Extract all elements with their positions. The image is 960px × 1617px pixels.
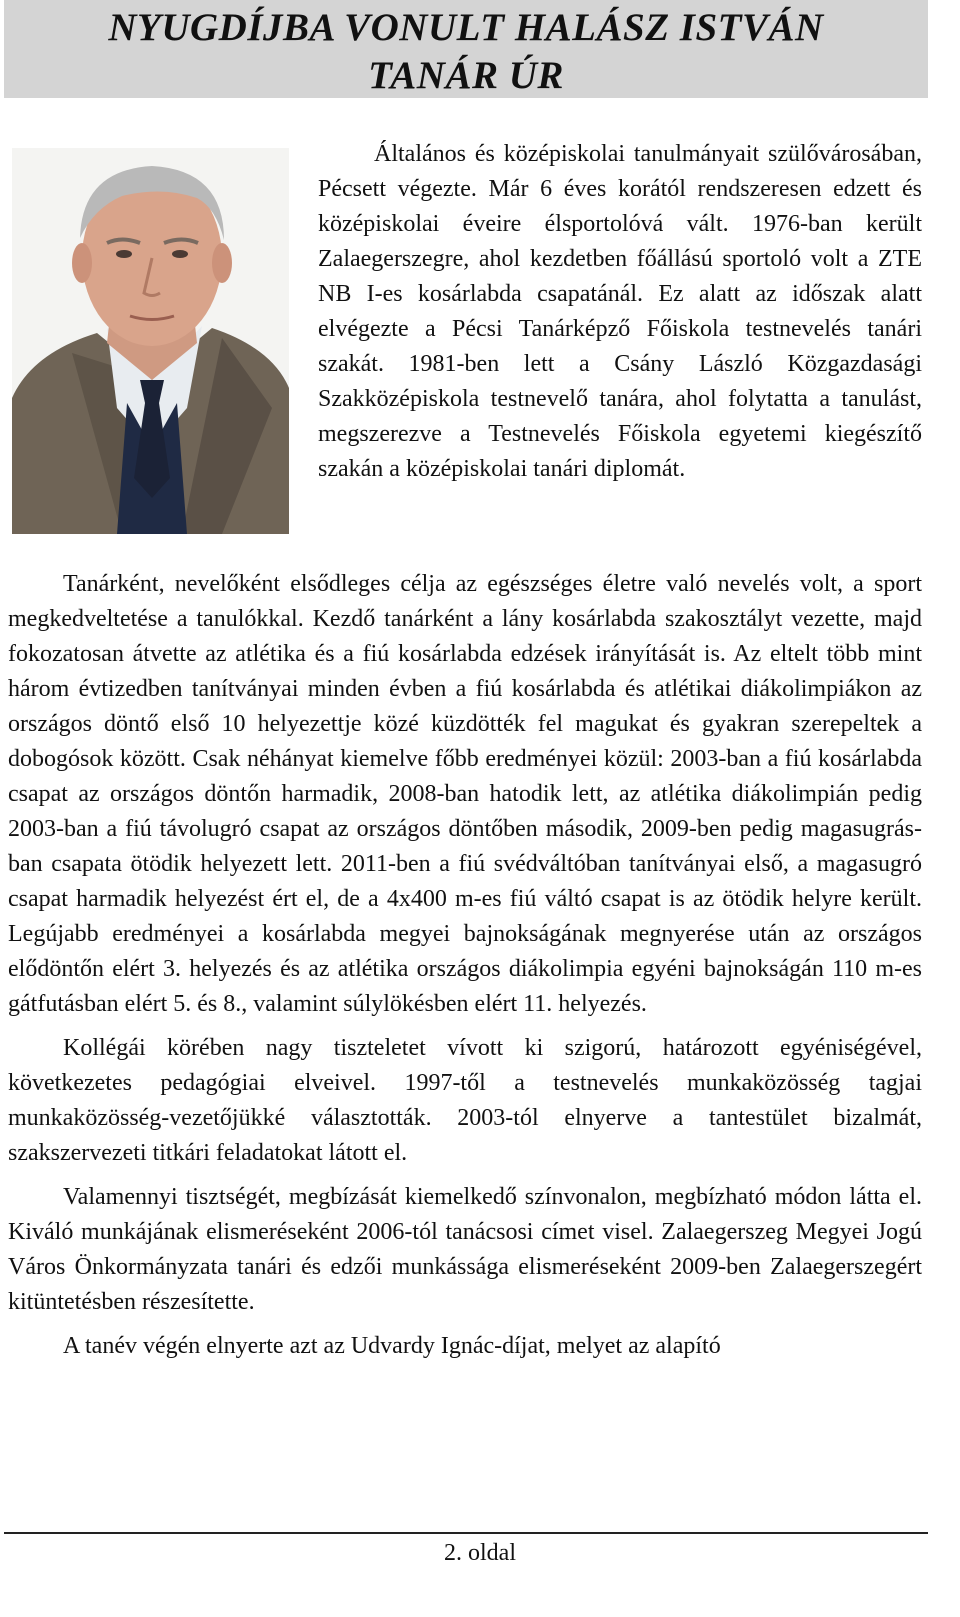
portrait-photo [12, 148, 289, 534]
body-paragraph: Kollégái körében nagy tiszteletet vívott ki szigorú, határozott egyéniségével, következetes pedagógiai elveivel. 1997-től a testnevelés munkaközösség tagjai munkaközösség-vezetőjükké választották. 2003-tól elnyerve a tantestület bizalmát, szakszervezeti titkári feladatokat látott el. [8, 1035, 922, 1166]
article-body [8, 567, 922, 1373]
footer-divider [4, 1532, 928, 1534]
body-paragraph: A tanév végén elnyerte azt az Udvardy Ignác-díjat, melyet az alapító [63, 1333, 721, 1359]
page-title-line-2: TANÁR ÚR [368, 54, 564, 97]
intro-paragraph: Általános és középiskolai tanulmányait szülővárosában, Pécsett végezte. Már 6 éves korától rendszeresen edzett és középiskolai éveire élsportolóvá vált. 1976-ban került Zalaegerszegre, ahol kezdetben főállású sportoló volt a ZTE NB I-es kosárlabda csapatánál. Ez alatt az időszak alatt elvégezte a Pécsi Tanárképző Főiskola testnevelés tanári szakát. 1981-ben lett a Csány László Közgazdasági Szakközépiskola testnevelő tanára, ahol folytatta a tanulást, megszerezve a Testnevelés Főiskola egyetemi kiegészítő szakán a középiskolai tanári diplomát. [318, 141, 922, 482]
page-title-line-1: NYUGDÍJBA VONULT HALÁSZ ISTVÁN [108, 6, 824, 49]
intro-text [318, 137, 922, 487]
body-paragraph: Tanárként, nevelőként elsődleges célja az egészséges életre való nevelés volt, a sport megkedveltetése a tanulókkal. Kezdő tanárként a lány kosárlabda szakosztályt vezette, majd fokozatosan átvette az atlétika és a fiú kosárlabda edzések irányítását is. Az eltelt több mint három évtizedben tanítványai minden évben a fiú kosárlabda és atlétikai diákolimpiákon az országos döntő első 10 helyezettje közé küzdötték fel magukat és gyakran szerepeltek a dobogósok között. Csak néhányat kiemelve főbb eredményei közül: 2003-ban a fiú kosárlabda csapat az országos döntőn harmadik, 2008-ban hatodik lett, az atlétika diákolimpián pedig 2003-ban a fiú távolugró csapat az országos döntőben második, 2009-ben pedig magasugrásban csapata ötödik helyezett lett. 2011-ben a fiú svédváltóban tanítványai első, a magasugró csapat harmadik helyezést ért el, de a 4x400 m-es fiú váltó csapat is az ötödik helyre került. Legújabb eredményei a kosárlabda megyei bajnokságának megnyerése után az országos elődöntőn elért 3. helyezés és az atlétika országos diákolimpia egyéni bajnokságán 110 m-es gátfutásban elért 5. és 8., valamint súlylökésben elért 11. helyezés. [8, 571, 922, 1017]
page-number: 2. oldal [444, 1540, 516, 1566]
title-band [4, 0, 928, 98]
body-paragraph: Valamennyi tisztségét, megbízását kiemelkedő színvonalon, megbízható módon látta el. Kiváló munkájának elismeréseként 2006-tól tanácsosi címet visel. Zalaegerszeg Megyei Jogú Város Önkormányzata tanári és edzői munkássága elismeréseként 2009-ben Zalaegerszegért kitüntetésben részesítette. [8, 1184, 922, 1315]
